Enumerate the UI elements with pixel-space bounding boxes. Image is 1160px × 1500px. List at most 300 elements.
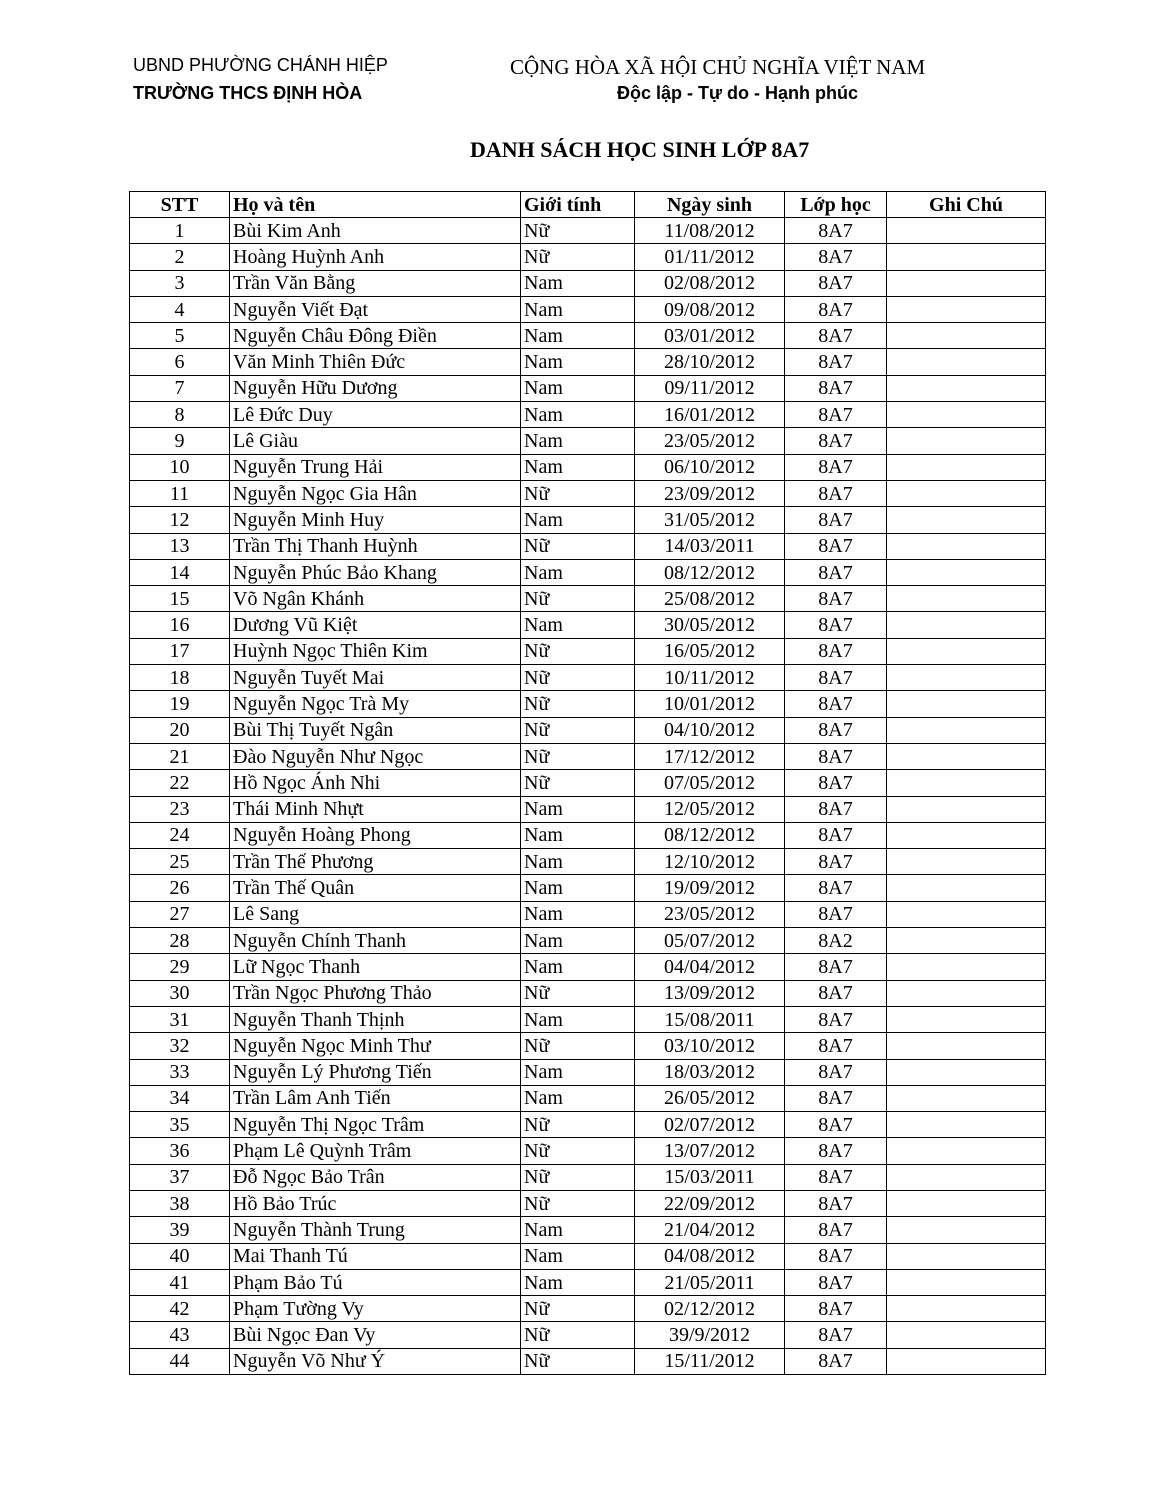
- cell-class: 8A7: [785, 1296, 887, 1322]
- cell-note: [887, 1296, 1046, 1322]
- cell-name: Hồ Ngọc Ánh Nhi: [230, 770, 521, 796]
- cell-stt: 7: [130, 375, 230, 401]
- cell-name: Nguyễn Châu Đông Điền: [230, 323, 521, 349]
- cell-name: Huỳnh Ngọc Thiên Kim: [230, 638, 521, 664]
- table-row: [130, 402, 1046, 428]
- cell-stt: 24: [130, 822, 230, 848]
- cell-gender: Nữ: [521, 1296, 635, 1322]
- table-row: [130, 507, 1046, 533]
- cell-birthdate: 15/03/2011: [635, 1164, 785, 1190]
- cell-gender: Nam: [521, 875, 635, 901]
- table-row: [130, 323, 1046, 349]
- cell-stt: 39: [130, 1217, 230, 1243]
- cell-name: Trần Thế Phương: [230, 849, 521, 875]
- cell-name: Nguyễn Minh Huy: [230, 507, 521, 533]
- cell-birthdate: 12/10/2012: [635, 849, 785, 875]
- cell-class: 8A7: [785, 1059, 887, 1085]
- cell-stt: 4: [130, 296, 230, 322]
- table-row: [130, 875, 1046, 901]
- cell-class: 8A7: [785, 1006, 887, 1032]
- cell-name: Bùi Ngọc Đan Vy: [230, 1322, 521, 1348]
- cell-stt: 11: [130, 480, 230, 506]
- cell-stt: 18: [130, 665, 230, 691]
- cell-name: Nguyễn Lý Phương Tiến: [230, 1059, 521, 1085]
- cell-class: 8A7: [785, 507, 887, 533]
- cell-birthdate: 14/03/2011: [635, 533, 785, 559]
- cell-note: [887, 559, 1046, 585]
- cell-gender: Nam: [521, 296, 635, 322]
- organization-name: UBND PHƯỜNG CHÁNH HIỆP: [133, 55, 388, 75]
- cell-gender: Nam: [521, 954, 635, 980]
- cell-note: [887, 1269, 1046, 1295]
- cell-class: 8A7: [785, 428, 887, 454]
- cell-gender: Nam: [521, 849, 635, 875]
- national-title: CỘNG HÒA XÃ HỘI CHỦ NGHĨA VIỆT NAM: [510, 55, 926, 79]
- cell-class: 8A7: [785, 375, 887, 401]
- table-row: [130, 1217, 1046, 1243]
- cell-gender: Nam: [521, 1006, 635, 1032]
- cell-class: 8A7: [785, 586, 887, 612]
- cell-stt: 36: [130, 1138, 230, 1164]
- cell-gender: Nam: [521, 822, 635, 848]
- cell-stt: 37: [130, 1164, 230, 1190]
- cell-stt: 42: [130, 1296, 230, 1322]
- cell-name: Nguyễn Thành Trung: [230, 1217, 521, 1243]
- table-row: [130, 770, 1046, 796]
- cell-stt: 12: [130, 507, 230, 533]
- cell-birthdate: 15/08/2011: [635, 1006, 785, 1032]
- cell-gender: Nữ: [521, 980, 635, 1006]
- cell-class: 8A7: [785, 1164, 887, 1190]
- cell-birthdate: 02/12/2012: [635, 1296, 785, 1322]
- cell-stt: 13: [130, 533, 230, 559]
- cell-stt: 21: [130, 743, 230, 769]
- cell-class: 8A2: [785, 928, 887, 954]
- cell-note: [887, 717, 1046, 743]
- cell-birthdate: 23/05/2012: [635, 901, 785, 927]
- cell-note: [887, 691, 1046, 717]
- cell-birthdate: 17/12/2012: [635, 743, 785, 769]
- cell-class: 8A7: [785, 796, 887, 822]
- cell-note: [887, 349, 1046, 375]
- cell-note: [887, 954, 1046, 980]
- table-row: [130, 454, 1046, 480]
- cell-gender: Nữ: [521, 638, 635, 664]
- cell-class: 8A7: [785, 717, 887, 743]
- cell-stt: 16: [130, 612, 230, 638]
- cell-gender: Nữ: [521, 770, 635, 796]
- cell-stt: 26: [130, 875, 230, 901]
- cell-stt: 19: [130, 691, 230, 717]
- cell-class: 8A7: [785, 270, 887, 296]
- cell-class: 8A7: [785, 849, 887, 875]
- cell-gender: Nam: [521, 1269, 635, 1295]
- cell-name: Trần Thế Quân: [230, 875, 521, 901]
- cell-gender: Nam: [521, 323, 635, 349]
- table-header-row: [130, 192, 1046, 218]
- cell-class: 8A7: [785, 1243, 887, 1269]
- cell-birthdate: 12/05/2012: [635, 796, 785, 822]
- table-row: [130, 1085, 1046, 1111]
- cell-name: Lữ Ngọc Thanh: [230, 954, 521, 980]
- cell-gender: Nam: [521, 349, 635, 375]
- cell-name: Nguyễn Phúc Bảo Khang: [230, 559, 521, 585]
- column-header-note: Ghi Chú: [887, 192, 1046, 218]
- cell-class: 8A7: [785, 1217, 887, 1243]
- table-row: [130, 928, 1046, 954]
- cell-class: 8A7: [785, 1348, 887, 1374]
- cell-class: 8A7: [785, 954, 887, 980]
- cell-name: Đào Nguyễn Như Ngọc: [230, 743, 521, 769]
- cell-birthdate: 23/09/2012: [635, 480, 785, 506]
- cell-stt: 14: [130, 559, 230, 585]
- table-row: [130, 796, 1046, 822]
- table-row: [130, 559, 1046, 585]
- cell-stt: 23: [130, 796, 230, 822]
- cell-gender: Nam: [521, 270, 635, 296]
- table-row: [130, 1112, 1046, 1138]
- cell-name: Bùi Kim Anh: [230, 218, 521, 244]
- cell-gender: Nữ: [521, 665, 635, 691]
- cell-birthdate: 10/01/2012: [635, 691, 785, 717]
- cell-note: [887, 1059, 1046, 1085]
- cell-stt: 27: [130, 901, 230, 927]
- cell-class: 8A7: [785, 559, 887, 585]
- cell-stt: 15: [130, 586, 230, 612]
- column-header-name: Họ và tên: [230, 192, 521, 218]
- cell-birthdate: 09/08/2012: [635, 296, 785, 322]
- cell-birthdate: 10/11/2012: [635, 665, 785, 691]
- cell-gender: Nữ: [521, 1112, 635, 1138]
- cell-note: [887, 928, 1046, 954]
- cell-gender: Nữ: [521, 1164, 635, 1190]
- cell-class: 8A7: [785, 1085, 887, 1111]
- table-row: [130, 822, 1046, 848]
- cell-stt: 8: [130, 402, 230, 428]
- table-row: [130, 612, 1046, 638]
- cell-name: Nguyễn Võ Như Ý: [230, 1348, 521, 1374]
- table-row: [130, 428, 1046, 454]
- cell-name: Lê Sang: [230, 901, 521, 927]
- cell-gender: Nữ: [521, 244, 635, 270]
- table-row: [130, 1269, 1046, 1295]
- cell-gender: Nữ: [521, 691, 635, 717]
- cell-name: Nguyễn Tuyết Mai: [230, 665, 521, 691]
- cell-stt: 5: [130, 323, 230, 349]
- cell-birthdate: 21/04/2012: [635, 1217, 785, 1243]
- cell-class: 8A7: [785, 691, 887, 717]
- cell-note: [887, 1085, 1046, 1111]
- cell-name: Nguyễn Ngọc Minh Thư: [230, 1033, 521, 1059]
- cell-note: [887, 1033, 1046, 1059]
- cell-birthdate: 02/07/2012: [635, 1112, 785, 1138]
- cell-stt: 22: [130, 770, 230, 796]
- cell-note: [887, 1164, 1046, 1190]
- cell-gender: Nữ: [521, 717, 635, 743]
- cell-gender: Nam: [521, 1059, 635, 1085]
- cell-stt: 40: [130, 1243, 230, 1269]
- cell-birthdate: 30/05/2012: [635, 612, 785, 638]
- cell-note: [887, 1112, 1046, 1138]
- cell-name: Bùi Thị Tuyết Ngân: [230, 717, 521, 743]
- cell-class: 8A7: [785, 480, 887, 506]
- cell-birthdate: 04/08/2012: [635, 1243, 785, 1269]
- cell-class: 8A7: [785, 822, 887, 848]
- cell-note: [887, 743, 1046, 769]
- table-row: [130, 849, 1046, 875]
- cell-gender: Nữ: [521, 1348, 635, 1374]
- cell-class: 8A7: [785, 402, 887, 428]
- table-row: [130, 638, 1046, 664]
- table-row: [130, 691, 1046, 717]
- cell-gender: Nam: [521, 507, 635, 533]
- cell-name: Dương Vũ Kiệt: [230, 612, 521, 638]
- student-list-table: [129, 191, 1046, 1375]
- cell-gender: Nam: [521, 928, 635, 954]
- cell-note: [887, 375, 1046, 401]
- cell-stt: 44: [130, 1348, 230, 1374]
- table-row: [130, 349, 1046, 375]
- cell-birthdate: 06/10/2012: [635, 454, 785, 480]
- cell-birthdate: 16/05/2012: [635, 638, 785, 664]
- cell-class: 8A7: [785, 1112, 887, 1138]
- table-row: [130, 244, 1046, 270]
- table-row: [130, 296, 1046, 322]
- cell-stt: 41: [130, 1269, 230, 1295]
- cell-name: Trần Lâm Anh Tiến: [230, 1085, 521, 1111]
- cell-name: Mai Thanh Tú: [230, 1243, 521, 1269]
- cell-note: [887, 1006, 1046, 1032]
- cell-gender: Nam: [521, 454, 635, 480]
- cell-name: Trần Thị Thanh Huỳnh: [230, 533, 521, 559]
- cell-class: 8A7: [785, 349, 887, 375]
- cell-gender: Nữ: [521, 218, 635, 244]
- cell-gender: Nữ: [521, 480, 635, 506]
- cell-gender: Nữ: [521, 1033, 635, 1059]
- cell-class: 8A7: [785, 665, 887, 691]
- column-header-class: Lớp học: [785, 192, 887, 218]
- cell-birthdate: 13/07/2012: [635, 1138, 785, 1164]
- cell-note: [887, 428, 1046, 454]
- cell-name: Nguyễn Ngọc Trà My: [230, 691, 521, 717]
- cell-note: [887, 665, 1046, 691]
- cell-birthdate: 15/11/2012: [635, 1348, 785, 1374]
- cell-birthdate: 08/12/2012: [635, 822, 785, 848]
- cell-stt: 34: [130, 1085, 230, 1111]
- cell-gender: Nam: [521, 1243, 635, 1269]
- table-row: [130, 1006, 1046, 1032]
- table-row: [130, 1348, 1046, 1374]
- table-row: [130, 1059, 1046, 1085]
- table-row: [130, 901, 1046, 927]
- cell-class: 8A7: [785, 533, 887, 559]
- cell-note: [887, 1348, 1046, 1374]
- cell-name: Lê Đức Duy: [230, 402, 521, 428]
- cell-note: [887, 270, 1046, 296]
- cell-note: [887, 901, 1046, 927]
- cell-stt: 30: [130, 980, 230, 1006]
- cell-birthdate: 18/03/2012: [635, 1059, 785, 1085]
- cell-birthdate: 16/01/2012: [635, 402, 785, 428]
- cell-birthdate: 09/11/2012: [635, 375, 785, 401]
- cell-birthdate: 04/10/2012: [635, 717, 785, 743]
- cell-stt: 25: [130, 849, 230, 875]
- cell-birthdate: 02/08/2012: [635, 270, 785, 296]
- cell-name: Nguyễn Hữu Dương: [230, 375, 521, 401]
- cell-stt: 28: [130, 928, 230, 954]
- table-row: [130, 218, 1046, 244]
- cell-birthdate: 39/9/2012: [635, 1322, 785, 1348]
- cell-stt: 10: [130, 454, 230, 480]
- cell-name: Võ Ngân Khánh: [230, 586, 521, 612]
- cell-note: [887, 1217, 1046, 1243]
- table-row: [130, 1164, 1046, 1190]
- table-row: [130, 954, 1046, 980]
- table-row: [130, 1322, 1046, 1348]
- cell-name: Phạm Bảo Tú: [230, 1269, 521, 1295]
- cell-stt: 1: [130, 218, 230, 244]
- cell-note: [887, 849, 1046, 875]
- table-row: [130, 717, 1046, 743]
- cell-name: Hoàng Huỳnh Anh: [230, 244, 521, 270]
- cell-gender: Nam: [521, 1085, 635, 1111]
- cell-gender: Nữ: [521, 533, 635, 559]
- cell-class: 8A7: [785, 218, 887, 244]
- cell-stt: 20: [130, 717, 230, 743]
- cell-name: Lê Giàu: [230, 428, 521, 454]
- cell-class: 8A7: [785, 875, 887, 901]
- table-row: [130, 375, 1046, 401]
- cell-name: Nguyễn Ngọc Gia Hân: [230, 480, 521, 506]
- cell-class: 8A7: [785, 743, 887, 769]
- cell-class: 8A7: [785, 612, 887, 638]
- cell-birthdate: 03/10/2012: [635, 1033, 785, 1059]
- cell-class: 8A7: [785, 454, 887, 480]
- cell-stt: 43: [130, 1322, 230, 1348]
- cell-birthdate: 04/04/2012: [635, 954, 785, 980]
- cell-stt: 38: [130, 1190, 230, 1216]
- cell-gender: Nam: [521, 796, 635, 822]
- cell-note: [887, 1243, 1046, 1269]
- cell-note: [887, 480, 1046, 506]
- cell-birthdate: 25/08/2012: [635, 586, 785, 612]
- cell-name: Phạm Tường Vy: [230, 1296, 521, 1322]
- cell-birthdate: 11/08/2012: [635, 218, 785, 244]
- school-name: TRƯỜNG THCS ĐỊNH HÒA: [133, 83, 363, 103]
- cell-name: Nguyễn Thanh Thịnh: [230, 1006, 521, 1032]
- cell-name: Nguyễn Chính Thanh: [230, 928, 521, 954]
- cell-gender: Nam: [521, 428, 635, 454]
- document-title: DANH SÁCH HỌC SINH LỚP 8A7: [470, 137, 810, 162]
- cell-name: Thái Minh Nhựt: [230, 796, 521, 822]
- cell-gender: Nữ: [521, 1322, 635, 1348]
- cell-note: [887, 980, 1046, 1006]
- cell-stt: 2: [130, 244, 230, 270]
- cell-gender: Nữ: [521, 743, 635, 769]
- cell-birthdate: 23/05/2012: [635, 428, 785, 454]
- cell-name: Nguyễn Hoàng Phong: [230, 822, 521, 848]
- cell-birthdate: 26/05/2012: [635, 1085, 785, 1111]
- cell-class: 8A7: [785, 980, 887, 1006]
- cell-class: 8A7: [785, 638, 887, 664]
- cell-birthdate: 03/01/2012: [635, 323, 785, 349]
- cell-gender: Nữ: [521, 1138, 635, 1164]
- table-row: [130, 665, 1046, 691]
- cell-note: [887, 822, 1046, 848]
- cell-gender: Nam: [521, 1217, 635, 1243]
- cell-name: Phạm Lê Quỳnh Trâm: [230, 1138, 521, 1164]
- cell-birthdate: 28/10/2012: [635, 349, 785, 375]
- cell-note: [887, 770, 1046, 796]
- cell-stt: 9: [130, 428, 230, 454]
- cell-birthdate: 22/09/2012: [635, 1190, 785, 1216]
- cell-class: 8A7: [785, 1269, 887, 1295]
- table-row: [130, 743, 1046, 769]
- table-row: [130, 980, 1046, 1006]
- cell-note: [887, 244, 1046, 270]
- cell-note: [887, 402, 1046, 428]
- cell-stt: 35: [130, 1112, 230, 1138]
- table-row: [130, 586, 1046, 612]
- cell-note: [887, 323, 1046, 349]
- cell-gender: Nam: [521, 612, 635, 638]
- cell-note: [887, 1190, 1046, 1216]
- cell-class: 8A7: [785, 901, 887, 927]
- cell-name: Hồ Bảo Trúc: [230, 1190, 521, 1216]
- cell-name: Nguyễn Viết Đạt: [230, 296, 521, 322]
- table-row: [130, 1243, 1046, 1269]
- cell-stt: 17: [130, 638, 230, 664]
- cell-stt: 29: [130, 954, 230, 980]
- table-row: [130, 480, 1046, 506]
- cell-birthdate: 07/05/2012: [635, 770, 785, 796]
- column-header-birthdate: Ngày sinh: [635, 192, 785, 218]
- cell-class: 8A7: [785, 1138, 887, 1164]
- cell-name: Nguyễn Trung Hải: [230, 454, 521, 480]
- cell-note: [887, 507, 1046, 533]
- cell-gender: Nam: [521, 559, 635, 585]
- table-row: [130, 270, 1046, 296]
- cell-gender: Nam: [521, 402, 635, 428]
- cell-stt: 32: [130, 1033, 230, 1059]
- table-row: [130, 533, 1046, 559]
- cell-gender: Nữ: [521, 1190, 635, 1216]
- column-header-gender: Giới tính: [521, 192, 635, 218]
- cell-note: [887, 638, 1046, 664]
- cell-name: Văn Minh Thiên Đức: [230, 349, 521, 375]
- table-body: [130, 218, 1046, 1375]
- cell-birthdate: 21/05/2011: [635, 1269, 785, 1295]
- cell-name: Trần Ngọc Phương Thảo: [230, 980, 521, 1006]
- cell-gender: Nam: [521, 375, 635, 401]
- cell-class: 8A7: [785, 244, 887, 270]
- cell-note: [887, 875, 1046, 901]
- cell-birthdate: 01/11/2012: [635, 244, 785, 270]
- cell-birthdate: 13/09/2012: [635, 980, 785, 1006]
- national-motto: Độc lập - Tự do - Hạnh phúc: [617, 83, 859, 103]
- cell-note: [887, 296, 1046, 322]
- cell-class: 8A7: [785, 1322, 887, 1348]
- cell-birthdate: 08/12/2012: [635, 559, 785, 585]
- cell-note: [887, 612, 1046, 638]
- cell-class: 8A7: [785, 323, 887, 349]
- table-row: [130, 1138, 1046, 1164]
- cell-gender: Nữ: [521, 586, 635, 612]
- cell-name: Nguyễn Thị Ngọc Trâm: [230, 1112, 521, 1138]
- cell-birthdate: 19/09/2012: [635, 875, 785, 901]
- cell-birthdate: 05/07/2012: [635, 928, 785, 954]
- cell-class: 8A7: [785, 296, 887, 322]
